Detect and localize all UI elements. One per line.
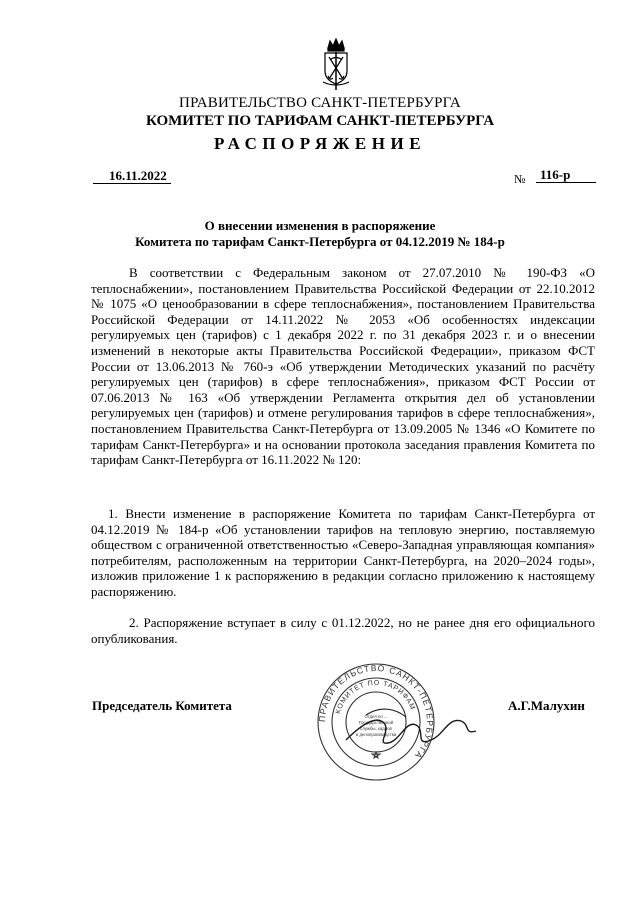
- item-2-paragraph: 2. Распоряжение вступает в силу с 01.12.2022, но не ранее дня его официального опубликования.: [91, 615, 595, 646]
- coat-of-arms-icon: [319, 38, 353, 92]
- number-sign: №: [514, 172, 526, 186]
- svg-text:Государственной: Государственной: [358, 720, 394, 725]
- svg-text:службы, кадров: службы, кадров: [360, 726, 392, 731]
- handwritten-signature: [336, 695, 486, 765]
- stamp-outer-text: ПРАВИТЕЛЬСТВО САНКТ-ПЕТЕРБУРГА: [316, 662, 436, 762]
- svg-text:и делопроизводства: и делопроизводства: [355, 732, 397, 737]
- item-1-paragraph: 1. Внести изменение в распоряжение Комитета по тарифам Санкт-Петербурга от 04.12.2019 № 184-р «Об установлении тарифов на тепловую энергию, поставляемую обществом с ограниченной ответственностью «Северо-Западная управляющая компания» потребителям, расположенным на территории Санкт-Петербурга, на 2020–2024 годы», изложив приложение 1 к распоряжению в редакции согласно приложению к настоящему распоряжению.: [91, 506, 595, 599]
- document-date: 16.11.2022: [93, 168, 171, 184]
- svg-text:Отдел по ...: Отдел по ...: [364, 714, 388, 719]
- document-number: 116-р: [536, 167, 596, 183]
- committee-title: КОМИТЕТ ПО ТАРИФАМ САНКТ-ПЕТЕРБУРГА: [145, 113, 495, 129]
- stamp-inner-text: КОМИТЕТ ПО ТАРИФАМ: [334, 679, 416, 715]
- subject-line-2: Комитета по тарифам Санкт-Петербурга от 04.12.2019 № 184-р: [135, 234, 505, 249]
- subject-line-1: О внесении изменения в распоряжение: [204, 218, 436, 233]
- government-title: ПРАВИТЕЛЬСТВО САНКТ-ПЕТЕРБУРГА: [179, 95, 461, 111]
- preamble-paragraph: В соответствии с Федеральным законом от 27.07.2010 № 190-ФЗ «О теплоснабжении», постановлением Правительства Российской Федерации от 22.10.2012 № 1075 «О ценообразовании в сфере теплоснабжения», постановлением Правительства Российской Федерации от 14.11.2022 № 2053 «Об особенностях индексации регулируемых цен (тарифов) с 1 декабря 2022 г. по 31 декабря 2023 г. и о внесении изменений в некоторые акты Правительства Российской Федерации», приказом ФСТ России от 13.06.2013 № 760-э «Об утверждении Методических указаний по расчёту регулируемых цен (тарифов) в сфере теплоснабжения», приказом ФСТ России от 07.06.2013 № 163 «Об утверждении Регламента открытия дел об установлении регулируемых цен (тарифов) и отмене регулирования тарифов в сфере теплоснабжения», постановлением Правительства Санкт-Петербурга от 13.09.2005 № 1346 «О Комитете по тарифам Санкт-Петербурга» и на основании протокола заседания правления Комитета по тарифам Санкт-Петербурга от 16.11.2022 № 120:: [91, 265, 595, 468]
- signer-position: Председатель Комитета: [92, 698, 232, 713]
- document-subject: [0, 218, 640, 250]
- document-type-title: РАСПОРЯЖЕНИЕ: [213, 134, 427, 153]
- signer-name: А.Г.Малухин: [508, 698, 585, 713]
